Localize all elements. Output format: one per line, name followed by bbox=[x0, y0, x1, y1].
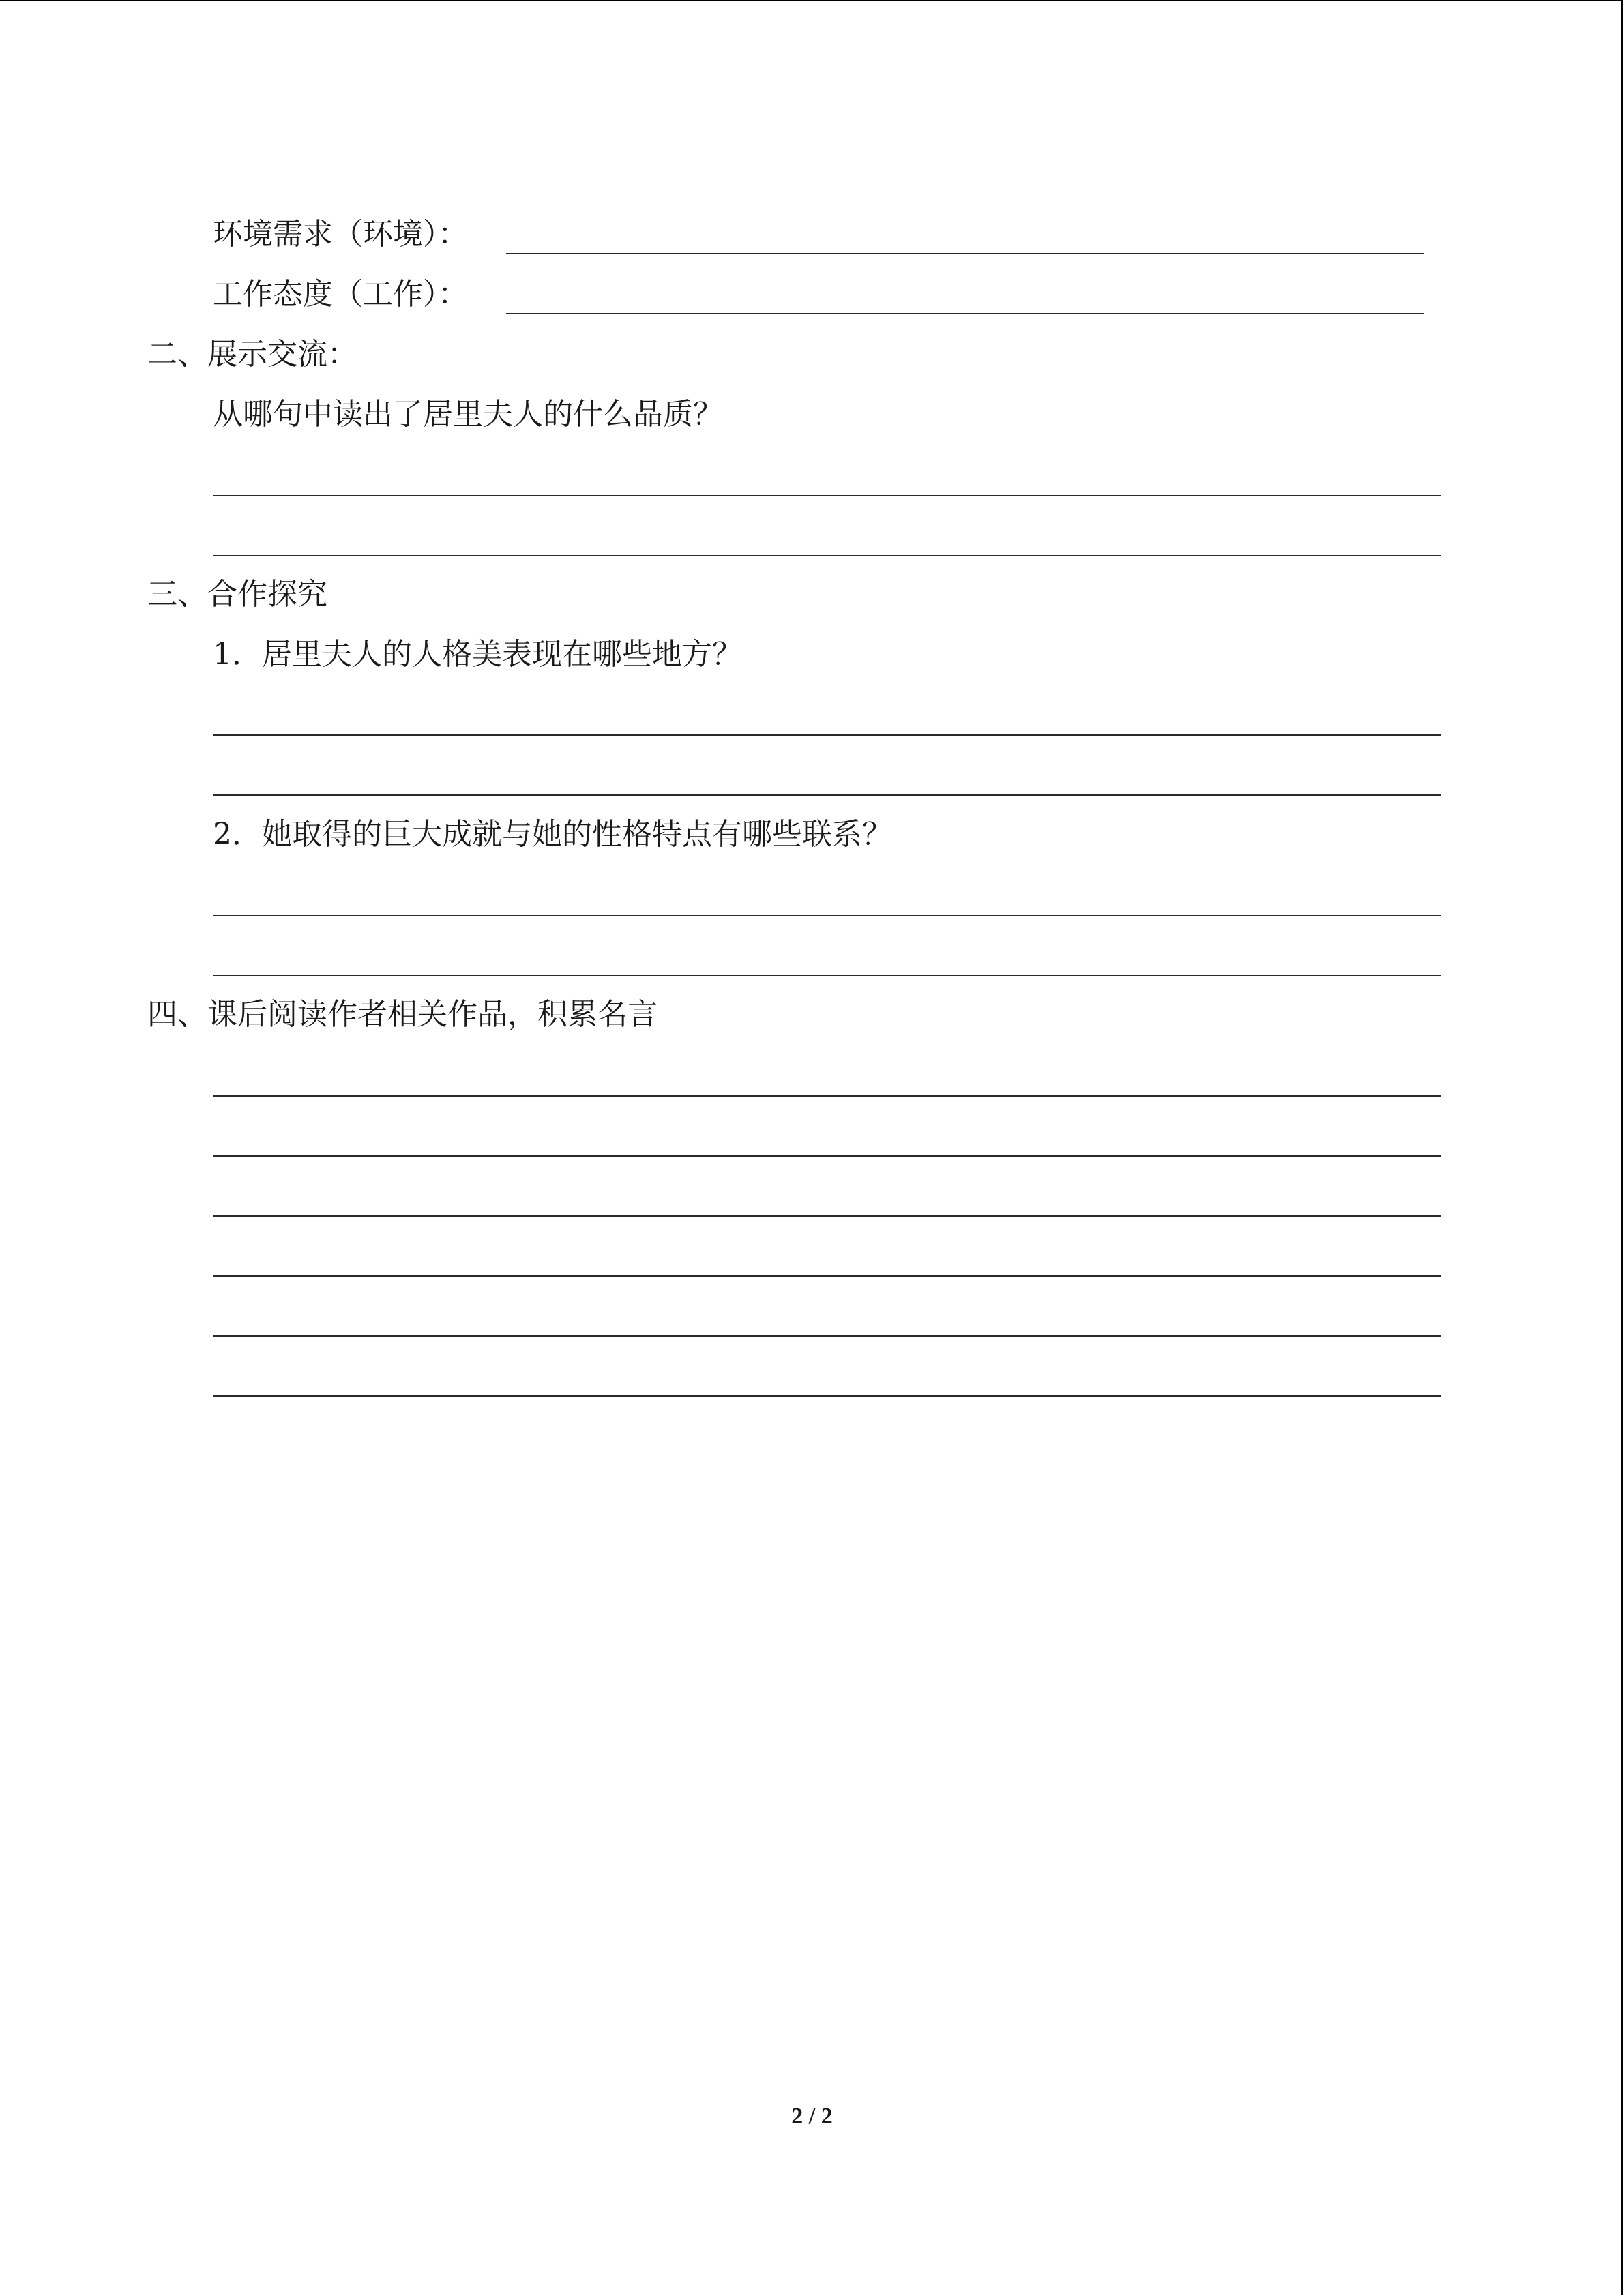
section3-question-2: 2．她取得的巨大成就与她的性格特点有哪些联系？ bbox=[213, 817, 892, 852]
answer-line[interactable] bbox=[213, 1395, 1441, 1397]
section2-question: 从哪句中读出了居里夫人的什么品质？ bbox=[213, 397, 723, 432]
answer-line[interactable] bbox=[213, 555, 1441, 556]
fill-label-work-attitude: 工作态度（工作）： bbox=[213, 277, 468, 312]
answer-line[interactable] bbox=[213, 734, 1441, 736]
fill-line-work-attitude[interactable] bbox=[506, 313, 1424, 314]
answer-line[interactable] bbox=[213, 1155, 1441, 1157]
answer-line[interactable] bbox=[213, 1275, 1441, 1277]
section3-question-1: 1．居里夫人的人格美表现在哪些地方？ bbox=[213, 637, 742, 672]
page-number: 2 / 2 bbox=[791, 2104, 833, 2129]
fill-line-environment[interactable] bbox=[506, 253, 1424, 254]
fill-label-environment: 环境需求（环境）： bbox=[213, 217, 468, 252]
answer-line[interactable] bbox=[213, 975, 1441, 976]
section4-heading: 四、课后阅读作者相关作品，积累名言 bbox=[147, 997, 658, 1032]
answer-line[interactable] bbox=[213, 794, 1441, 796]
answer-line[interactable] bbox=[213, 1215, 1441, 1217]
section3-heading: 三、合作探究 bbox=[147, 577, 327, 612]
answer-line[interactable] bbox=[213, 495, 1441, 496]
answer-line[interactable] bbox=[213, 1095, 1441, 1097]
section2-heading: 二、展示交流： bbox=[147, 337, 357, 372]
answer-line[interactable] bbox=[213, 1335, 1441, 1337]
answer-line[interactable] bbox=[213, 915, 1441, 916]
